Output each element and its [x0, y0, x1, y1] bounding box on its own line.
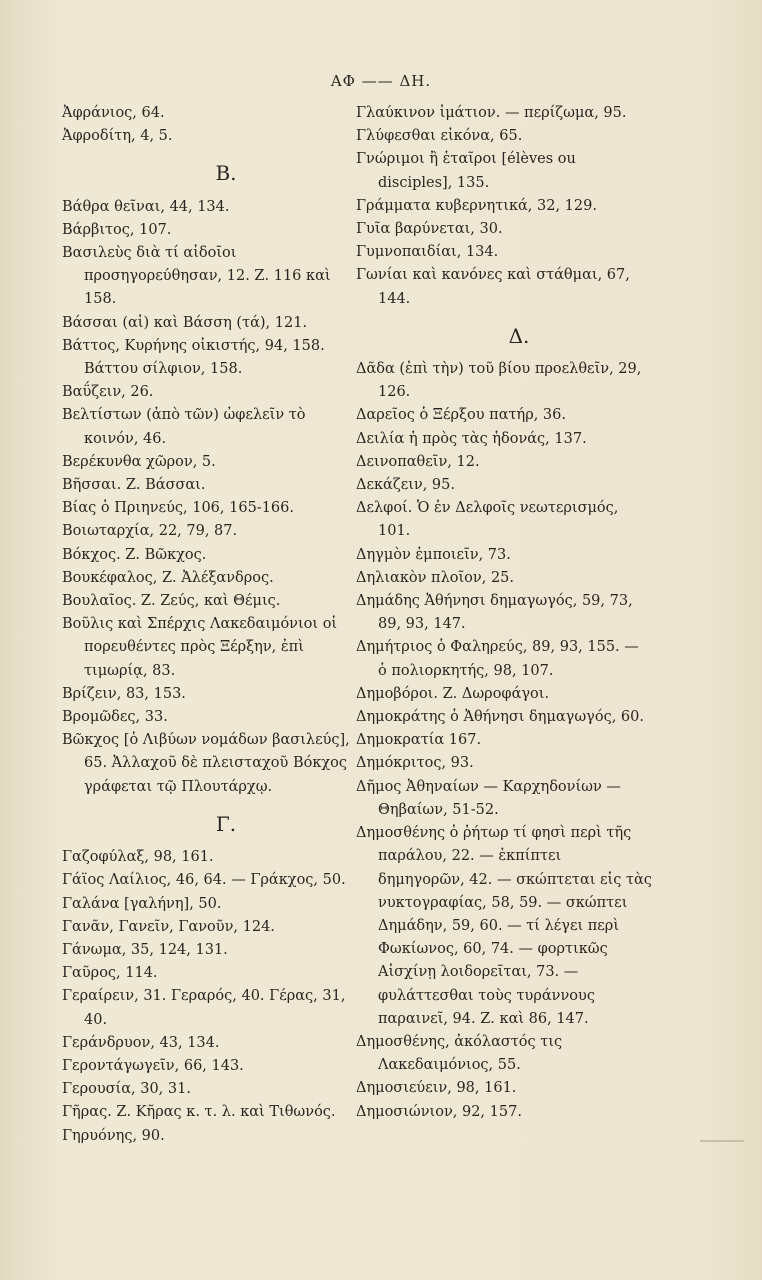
index-entry: Γυμνοπαιδίαι, 134. [356, 244, 499, 261]
index-entry: Βοιωταρχία, 22, 79, 87. [62, 523, 238, 540]
index-entry: Δειλία ἡ πρὸς τὰς ἡδονάς, 137. [356, 430, 587, 447]
index-entry: Βάσσαι (αἱ) καὶ Βάσση (τά), 121. [62, 314, 308, 331]
index-entry: Βουλαῖος. Ζ. Ζεύς, καὶ Θέμις. [62, 593, 281, 610]
index-entry: Γράμματα κυβερνητικά, 32, 129. [356, 197, 597, 214]
index-entry: Βῆσσαι. Ζ. Βάσσαι. [62, 477, 206, 494]
index-entry: Δημοκρατία 167. [356, 732, 482, 749]
index-entry: Γάϊος Λαίλιος, 46, 64. — Γράκχος, 50. [62, 872, 346, 889]
index-entry: Γηρυόνης, 90. [62, 1127, 165, 1144]
index-entry: Βίας ὁ Πριηνεύς, 106, 165-166. [62, 500, 294, 517]
right-column [356, 102, 652, 1124]
index-entry: Γεροντάγωγεῖν, 66, 143. [62, 1057, 244, 1074]
index-entry: Γυῖα βαρύνεται, 30. [356, 221, 503, 238]
index-entry: Δημάδης Ἀθήνησι δημαγωγός, 59, 73, 89, 93, 147. [356, 593, 633, 633]
index-entry: Βρίζειν, 83, 153. [62, 685, 186, 702]
index-entry: Γωνίαι καὶ κανόνες καὶ στάθμαι, 67, 144. [356, 267, 630, 307]
index-entry: Γεράνδρυον, 43, 134. [62, 1034, 220, 1051]
index-entry: Γαλάνα [γαλήνη], 50. [62, 895, 222, 912]
index-entry: Δημοκράτης ὁ Ἀθήνησι δημαγωγός, 60. [356, 709, 644, 726]
left-column [62, 102, 350, 1148]
index-entry: Δημόκριτος, 93. [356, 755, 474, 772]
index-entry: Βασιλεὺς διὰ τί αἰδοῖοι προσηγορεύθησαν, 12. Ζ. 116 καὶ 158. [62, 245, 331, 308]
index-entry: Γνώριμοι ἢ ἑταῖροι [élèves ou disciples], 135. [356, 151, 576, 191]
index-entry: Δελφοί. Ὁ ἐν Δελφοῖς νεωτερισμός, 101. [356, 500, 619, 540]
index-entry: Δημοσιεύειν, 98, 161. [356, 1080, 517, 1097]
section-letter: Δ. [508, 323, 530, 348]
index-entry: Ἀφράνιος, 64. [62, 105, 165, 121]
index-entry: Βερέκυνθα χῶρον, 5. [62, 453, 216, 470]
index-entry: Γερουσία, 30, 31. [62, 1081, 191, 1098]
section-letter: Γ. [215, 811, 237, 836]
index-entry: Βαΰζειν, 26. [62, 384, 154, 401]
index-entry: Δᾶδα (ἐπὶ τὴν) τοῦ βίου προελθεῖν, 29, 126. [356, 361, 642, 401]
index-entry: Γαζοφύλαξ, 98, 161. [62, 849, 214, 866]
index-entry: Γάνωμα, 35, 124, 131. [62, 941, 228, 958]
index-entry: Βόκχος. Ζ. Βῶκχος. [62, 546, 207, 563]
index-entry: Δημοβόροι. Ζ. Δωροφάγοι. [356, 685, 550, 702]
index-entry: Ἀφροδίτη, 4, 5. [62, 128, 173, 145]
index-entry: Βρομῶδες, 33. [62, 709, 168, 726]
section-letter: Β. [215, 161, 237, 186]
running-header: ΑΦ —— ΔΗ. [330, 72, 432, 90]
index-entry: Δημοσθένης, ἀκόλαστός τις Λακεδαιμόνιος, 55. [356, 1033, 563, 1074]
index-entry: Γλαύκινον ἱμάτιον. — περίζωμα, 95. [356, 105, 627, 121]
index-entry: Γαῦρος, 114. [62, 965, 158, 982]
index-entry: Δημήτριος ὁ Φαληρεύς, 89, 93, 155. — ὁ πολιορκητής, 98, 107. [356, 639, 639, 679]
index-entry: Βῶκχος [ὁ Λιβύων νομάδων βασιλεύς], 65. Ἀλλαχοῦ δὲ πλεισταχοῦ Βόκχος γράφεται τῷ Πλουτάρχῳ. [62, 732, 350, 795]
index-entry: Βοῦλις καὶ Σπέρχις Λακεδαιμόνιοι οἱ πορευθέντες πρὸς Ξέρξην, ἐπὶ τιμωρίᾳ, 83. [62, 616, 338, 679]
index-entry: Δημοσιώνιον, 92, 157. [356, 1103, 522, 1120]
index-entry: Δηγμὸν ἐμποιεῖν, 73. [356, 546, 511, 563]
index-entry: Γανᾶν, Γανεῖν, Γανοῦν, 124. [62, 918, 275, 935]
index-entry: Δεινοπαθεῖν, 12. [356, 453, 480, 470]
index-entry: Βάττος, Κυρήνης οἰκιστής, 94, 158. Βάττου σίλφιον, 158. [62, 337, 325, 378]
index-entry: Βάρβιτος, 107. [62, 221, 172, 238]
index-entry: Δῆμος Ἀθηναίων — Καρχηδονίων — Θηβαίων, 51-52. [356, 778, 621, 818]
index-entry: Δημοσθένης ὁ ῥήτωρ τί φησὶ περὶ τῆς παράλου, 22. — ἐκπίπτει δημηγορῶν, 42. — σκώπτεται εἰς τὰς νυκτογραφίας, 58, 59. — σκώπτει Δημάδην, 59, 60. — τί λέγει περὶ Φωκίωνος, 60, 74. — φορτικῶς Αἰσχίνῃ λοιδορεῖται, 73. — φυλάττεσθαι τοὺς τυράννους παραινεῖ, 94. Ζ. καὶ 86, 147. [356, 825, 652, 1027]
index-entry: Γῆρας. Ζ. Κῆρας κ. τ. λ. καὶ Τιθωνός. [62, 1104, 336, 1121]
index-entry: Γεραίρειν, 31. Γεραρός, 40. Γέρας, 31, 40. [62, 988, 346, 1028]
index-entry: Βελτίστων (ἀπὸ τῶν) ὠφελεῖν τὸ κοινόν, 46. [62, 407, 306, 447]
margin-rule [700, 1140, 744, 1142]
index-entry: Δεκάζειν, 95. [356, 477, 455, 494]
index-entry: Δηλιακὸν πλοῖον, 25. [356, 569, 514, 586]
index-entry: Βάθρα θεῖναι, 44, 134. [62, 198, 230, 215]
index-entry: Δαρεῖος ὁ Ξέρξου πατήρ, 36. [356, 407, 566, 424]
index-entry: Γλύφεσθαι εἰκόνα, 65. [356, 128, 523, 145]
index-entry: Βουκέφαλος, Ζ. Ἀλέξανδρος. [62, 569, 274, 586]
